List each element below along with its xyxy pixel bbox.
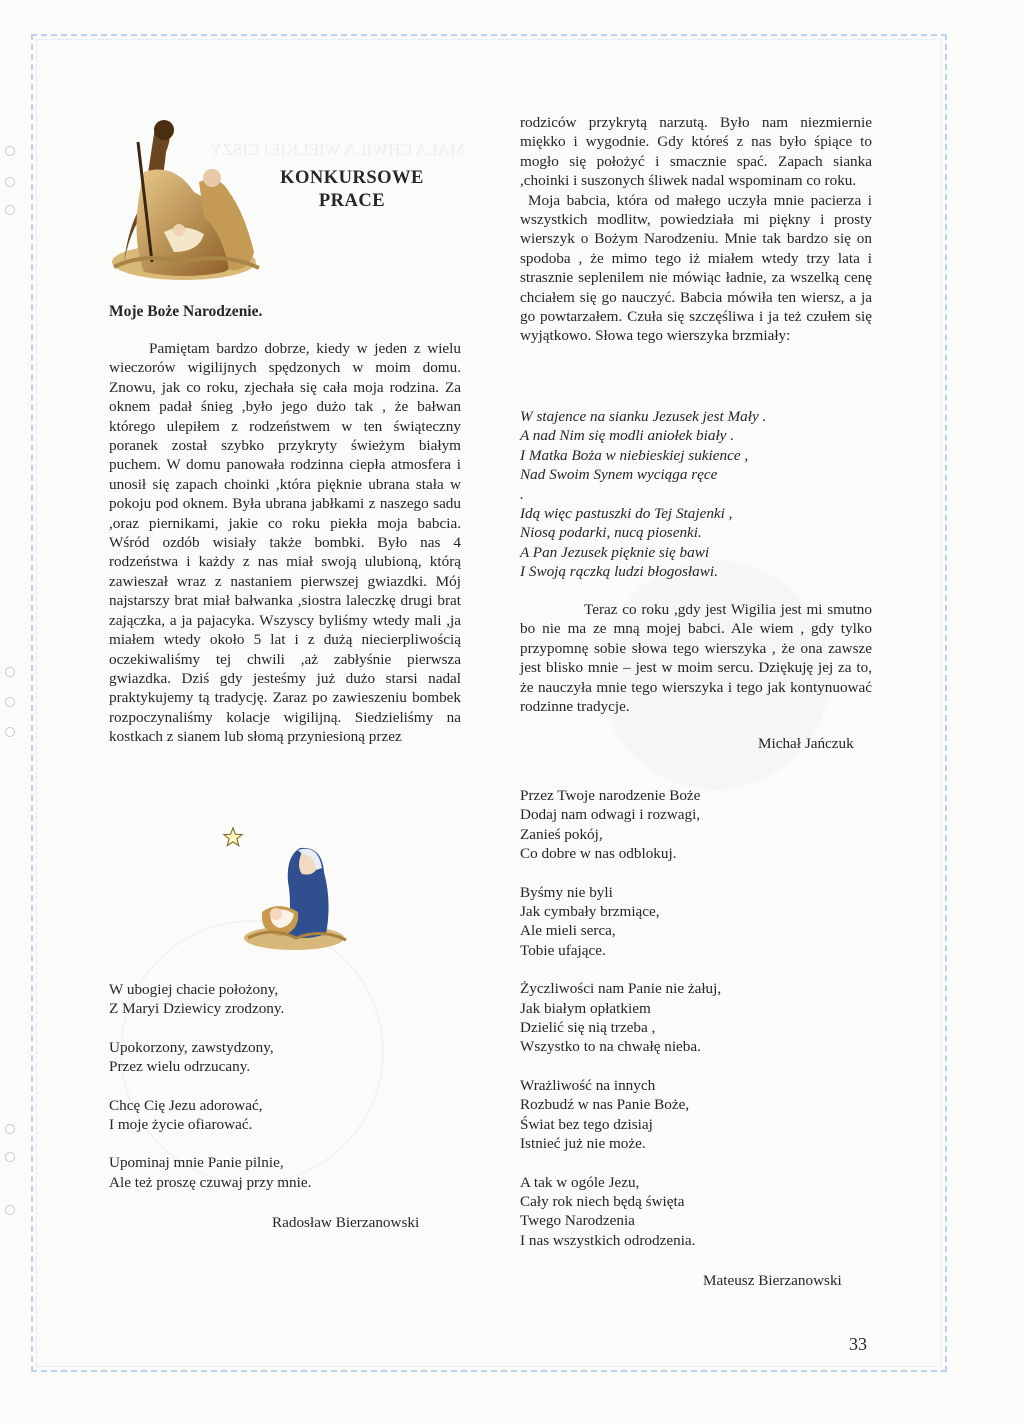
poem-line: Tobie ufające. — [520, 941, 606, 959]
verse-line: A Pan Jezusek pięknie się bawi — [520, 543, 710, 561]
star-icon — [222, 826, 244, 848]
poem-line: Rozbudź w nas Panie Boże, — [520, 1096, 690, 1114]
poem-line: Dodaj nam odwagi i rozwagi, — [520, 806, 701, 824]
verse-line: Niosą podarki, nucą piosenki. — [520, 524, 702, 542]
poem-line: Cały rok niech będą święta — [520, 1192, 685, 1210]
verse-line: . — [520, 485, 524, 503]
poem-stanza — [520, 1076, 872, 1154]
poem-stanza — [109, 980, 461, 1019]
poem-left-author: Radosław Bierzanowski — [272, 1214, 420, 1231]
poem-line: Ale też proszę czuwaj przy mnie. — [109, 1173, 312, 1191]
page-title — [262, 167, 442, 213]
poem-right-author: Mateusz Bierzanowski — [703, 1272, 842, 1289]
poem-stanza — [109, 1096, 461, 1135]
verse-line: I Swoją rączką ludzi błogosławi. — [520, 563, 718, 581]
poem-line: Świat bez tego dzisiaj — [520, 1115, 653, 1133]
holy-family-illustration — [104, 112, 264, 284]
poem-line: Z Maryi Dziewicy zrodzony. — [109, 1000, 285, 1018]
story-paragraph: rodziców przykrytą narzutą. Było nam niezmiernie miękko i wygodnie. Gdy któreś z nas było śpiące to mogło się położyć i smacznie spać. Zapach sianka ,choinki i suszonych śliwek nadal wspominam co roku. — [520, 114, 872, 190]
story-paragraph: Pamiętam bardzo dobrze, kiedy w jeden z wielu wieczorów wigilijnych spędzonych w moim domu. Znowu, jak co roku, zjechała się cała moja rodzina. Za oknem padał śnieg ,było jego dużo tak , że bałwan którego ulepiłem z rodzeństwem w ten świąteczny poranek został szybko przykryty świeżym białym puchem. W domu panowała rodzinna ciepła atmosfera i unosił się zapach choinki ,która pięknie ubrana stała w pokoju pod oknem. Była ubrana jabłkami z naszego sadu ,oraz piernikami, jakie co roku piekła moja babcia. Wśród ozdób wisiały także bombki. Było nas 4 rodzeństwa i każdy z nas miał swoją ulubioną, którą zawieszał wraz z nastaniem pierwszej gwiazdki. Mój najstarszy brat miał bałwanka ,siostra laleczkę drugi brat zajączka, a ja pajacyka. Wszyscy byliśmy wtedy mali ,ja miałem wtedy około 5 lat i z dużą niecierpliwością oczekiwaliśmy tej chwili ,aż zabłyśnie pierwsza gwiazdka. Dziś gdy jesteśmy już dużo starsi nadal praktykujemy tą tradycję. Zaraz po zawieszeniu bombek rozpoczynaliśmy kolacje wigilijną. Siedzieliśmy na kostkach z sianem lub słomą przyniesioną przez — [109, 340, 461, 746]
poem-line: Życzliwości nam Panie nie żałuj, — [520, 980, 722, 998]
poem-line: Jak cymbały brzmiące, — [520, 903, 660, 921]
poem-line: Istnieć już nie może. — [520, 1135, 646, 1153]
poem-stanza — [109, 1038, 461, 1077]
poem-stanza — [520, 1173, 872, 1251]
title-line-2: PRACE — [318, 191, 386, 211]
page-number: 33 — [849, 1334, 867, 1354]
poem-stanza — [520, 979, 872, 1057]
poem-line: Przez wielu odrzucany. — [109, 1058, 251, 1076]
poem-line: A tak w ogóle Jezu, — [520, 1173, 640, 1191]
poem-line: I nas wszystkich odrodzenia. — [520, 1231, 696, 1249]
verse-line: W stajence na sianku Jezusek jest Mały . — [520, 408, 767, 425]
poem-line: I moje życie ofiarować. — [109, 1116, 253, 1134]
story-paragraph: Moja babcia, która od małego uczyła mnie pacierza i wszystkich modlitw, powiedziała mi piękny i prosty wierszyk o Bożym Narodzeniu. Mnie tak bardzo się on spodoba , że mimo tego iż miałem wtedy trzy lata i strasznie seplenilem nie mówiąc ładnie, za wszelką cenę chciałem się go nauczyć. Babcia mówiła ten wiersz, a ja go powtarzałem. Czuła się szczęśliwa i ja też czułem się wyjątkowo. Słowa tego wierszyka brzmiały: — [520, 191, 872, 345]
poem-line: Ale mieli serca, — [520, 922, 616, 940]
verse-line: A nad Nim się modli aniołek biały . — [520, 427, 735, 445]
madonna-with-child-illustration — [242, 842, 350, 952]
poem-line: Co dobre w nas odblokuj. — [520, 845, 677, 863]
poem-stanza — [520, 883, 872, 961]
story-title: Moje Boże Narodzenie. — [109, 303, 263, 320]
poem-line: Jak białym opłatkiem — [520, 999, 651, 1017]
poem-stanza — [520, 786, 872, 864]
poem-line: Twego Narodzenia — [520, 1212, 635, 1230]
verse-line: I Matka Boża w niebieskiej sukience , — [520, 446, 749, 464]
poem-line: Upokorzony, zawstydzony, — [109, 1038, 274, 1056]
story-closing — [520, 600, 872, 716]
poem-stanza — [109, 1153, 461, 1192]
poem-line: Dzielić się nią trzeba , — [520, 1019, 656, 1037]
poem-left — [109, 980, 461, 1211]
poem-line: Przez Twoje narodzenie Boże — [520, 787, 701, 804]
story-right-column — [520, 113, 872, 346]
title-line-1: KONKURSOWE — [280, 168, 424, 188]
story-left-column — [109, 339, 461, 747]
poem-line: Wrażliwość na innych — [520, 1076, 656, 1094]
poem-line: Wszystko to na chwałę nieba. — [520, 1038, 701, 1056]
verse-line: Nad Swoim Synem wyciąga ręce — [520, 466, 718, 484]
poem-line: Byśmy nie byli — [520, 883, 613, 901]
verse-line: Idą więc pastuszki do Tej Stajenki , — [520, 505, 733, 523]
poem-line: Upominaj mnie Panie pilnie, — [109, 1154, 284, 1172]
story-paragraph: Teraz co roku ,gdy jest Wigilia jest mi smutno bo nie ma ze mną mojej babci. Ale wiem , gdy tylko przypomnę sobie słowa tego wierszyka , że ona zawsze jest blisko mnie – jest w moim sercu. Dziękuję jej za to, że nauczyła mnie tego wierszyka i tego jak kontynuować rodzinne tradycje. — [520, 601, 872, 716]
reverse-side-bleed: MAŁA CHWILA WIELKIEJ CISZY — [0, 0, 1024, 1424]
poem-line: Zanieś pokój, — [520, 825, 603, 843]
poem-line: W ubogiej chacie położony, — [109, 981, 279, 998]
grandmother-verse — [520, 407, 872, 582]
story-author: Michał Jańczuk — [758, 735, 854, 752]
poem-line: Chcę Cię Jezu adorować, — [109, 1096, 263, 1114]
poem-right — [520, 786, 872, 1269]
